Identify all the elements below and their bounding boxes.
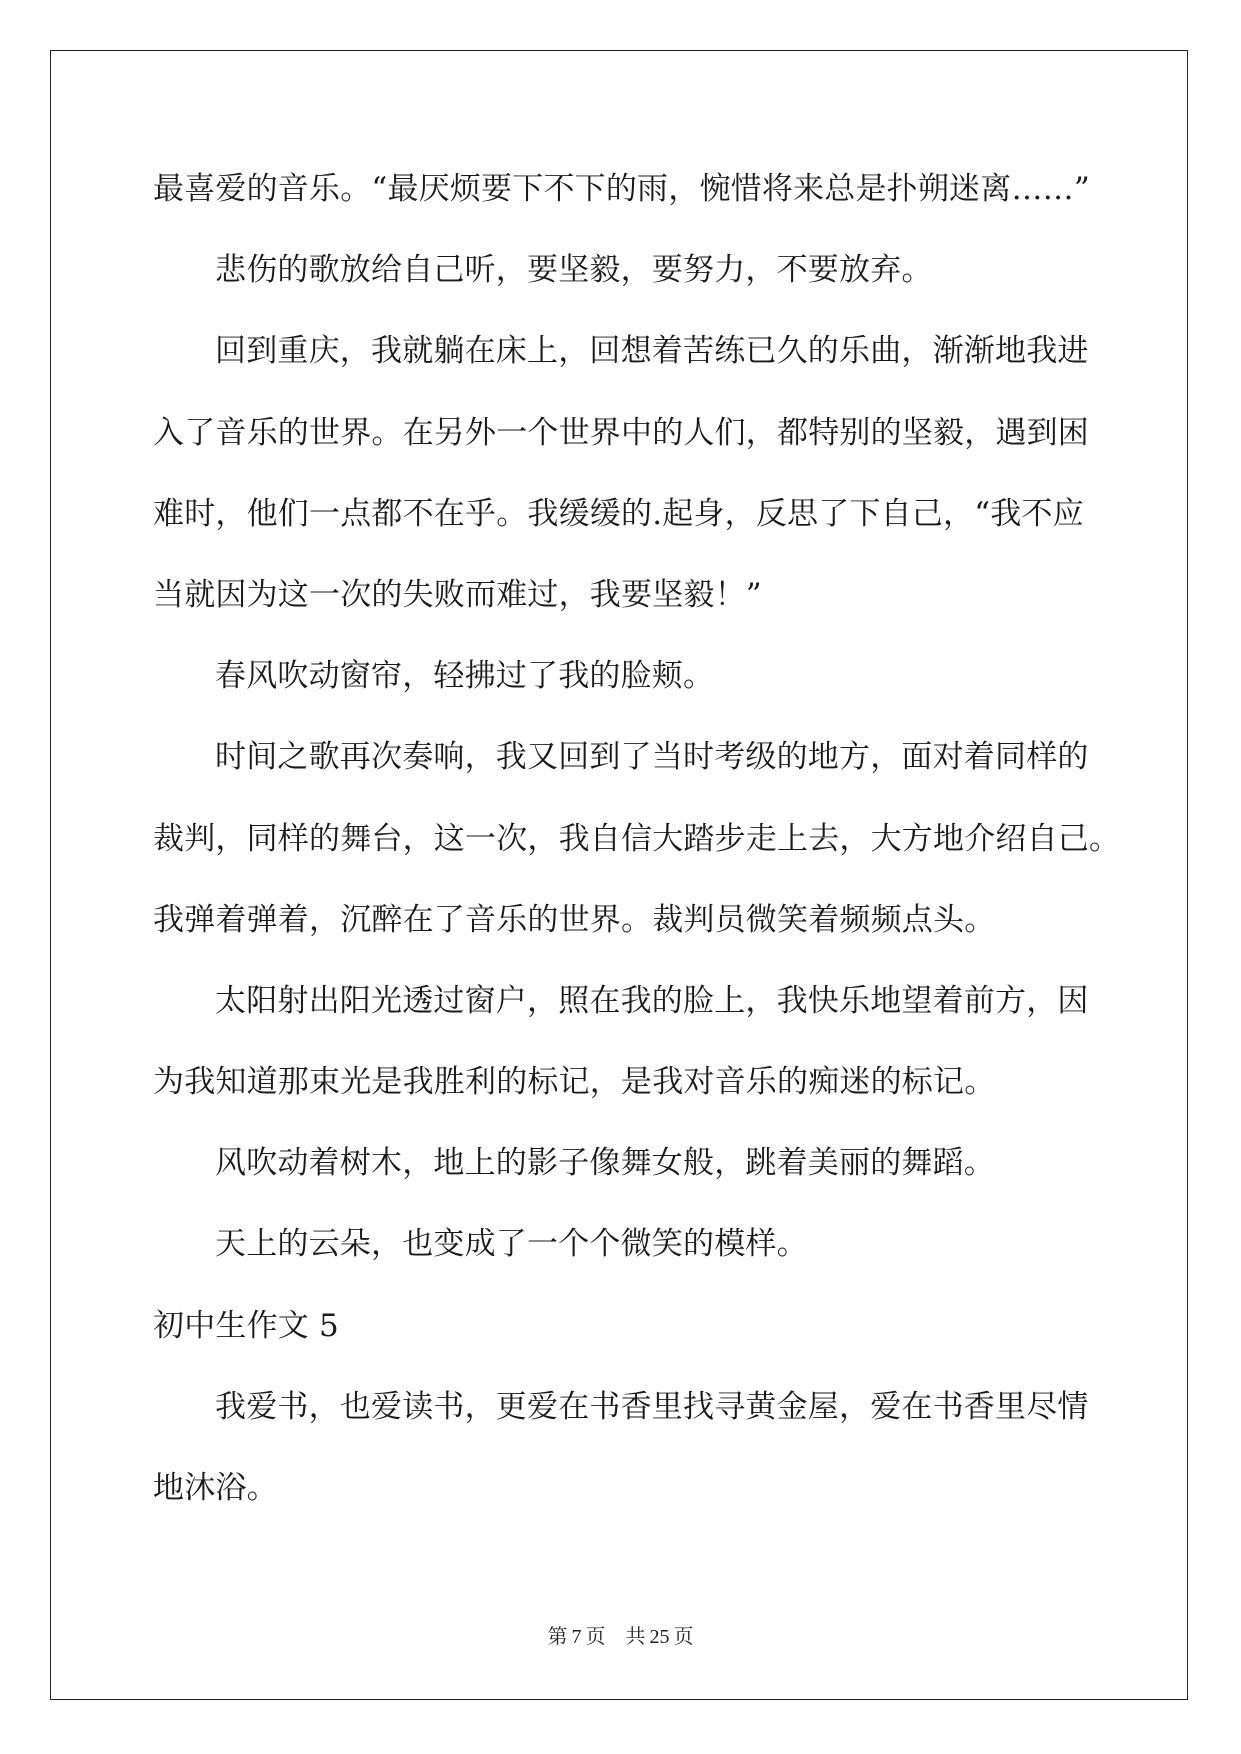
text-line: 最喜爱的音乐。“最厌烦要下不下的雨，惋惜将来总是扑朔迷离……” — [153, 171, 1090, 207]
paragraph-start-line: 风吹动着树木，地上的影子像舞女般，跳着美丽的舞蹈。 — [215, 1145, 995, 1182]
text-line: 地沐浴。 — [153, 1470, 278, 1506]
paragraph-start-line: 太阳射出阳光透过窗户，照在我的脸上，我快乐地望着前方，因 — [215, 982, 1089, 1019]
paragraph-start-line: 我爱书，也爱读书，更爱在书香里找寻黄金屋，爱在书香里尽情 — [215, 1388, 1089, 1425]
paragraph-start-line: 春风吹动窗帘，轻拂过了我的脸颊。 — [215, 658, 715, 695]
page-suffix: 页 — [585, 1626, 606, 1648]
document-body — [153, 149, 1153, 1529]
section-heading: 初中生作文 5 — [153, 1307, 339, 1344]
total-suffix: 页 — [673, 1626, 694, 1648]
text-line: 难时，他们一点都不在乎。我缓缓的.起身，反思了下自己，“我不应 — [153, 495, 1084, 532]
total-pages: 25 — [649, 1626, 670, 1648]
paragraph-start-line: 回到重庆，我就躺在床上，回想着苦练已久的乐曲，渐渐地我进 — [215, 333, 1089, 370]
page-prefix: 第 — [547, 1626, 568, 1648]
text-line: 入了音乐的世界。在另外一个世界中的人们，都特别的坚毅，遇到困 — [153, 414, 1089, 451]
page-footer — [0, 1624, 1241, 1650]
text-line: 我弹着弹着，沉醉在了音乐的世界。裁判员微笑着频频点头。 — [153, 901, 996, 938]
text-line: 为我知道那束光是我胜利的标记，是我对音乐的痴迷的标记。 — [153, 1064, 996, 1101]
paragraph-start-line: 天上的云朵，也变成了一个个微笑的模样。 — [215, 1226, 808, 1263]
total-prefix: 共 — [625, 1626, 646, 1648]
paragraph-start-line: 悲伤的歌放给自己听，要坚毅，要努力，不要放弃。 — [215, 252, 933, 289]
text-line: 裁判，同样的舞台，这一次，我自信大踏步走上去，大方地介绍自己。 — [153, 820, 1121, 857]
page-number: 7 — [571, 1626, 582, 1648]
paragraph-start-line: 时间之歌再次奏响，我又回到了当时考级的地方，面对着同样的 — [215, 739, 1089, 776]
text-line: 当就因为这一次的失败而难过，我要坚毅！” — [153, 576, 762, 613]
